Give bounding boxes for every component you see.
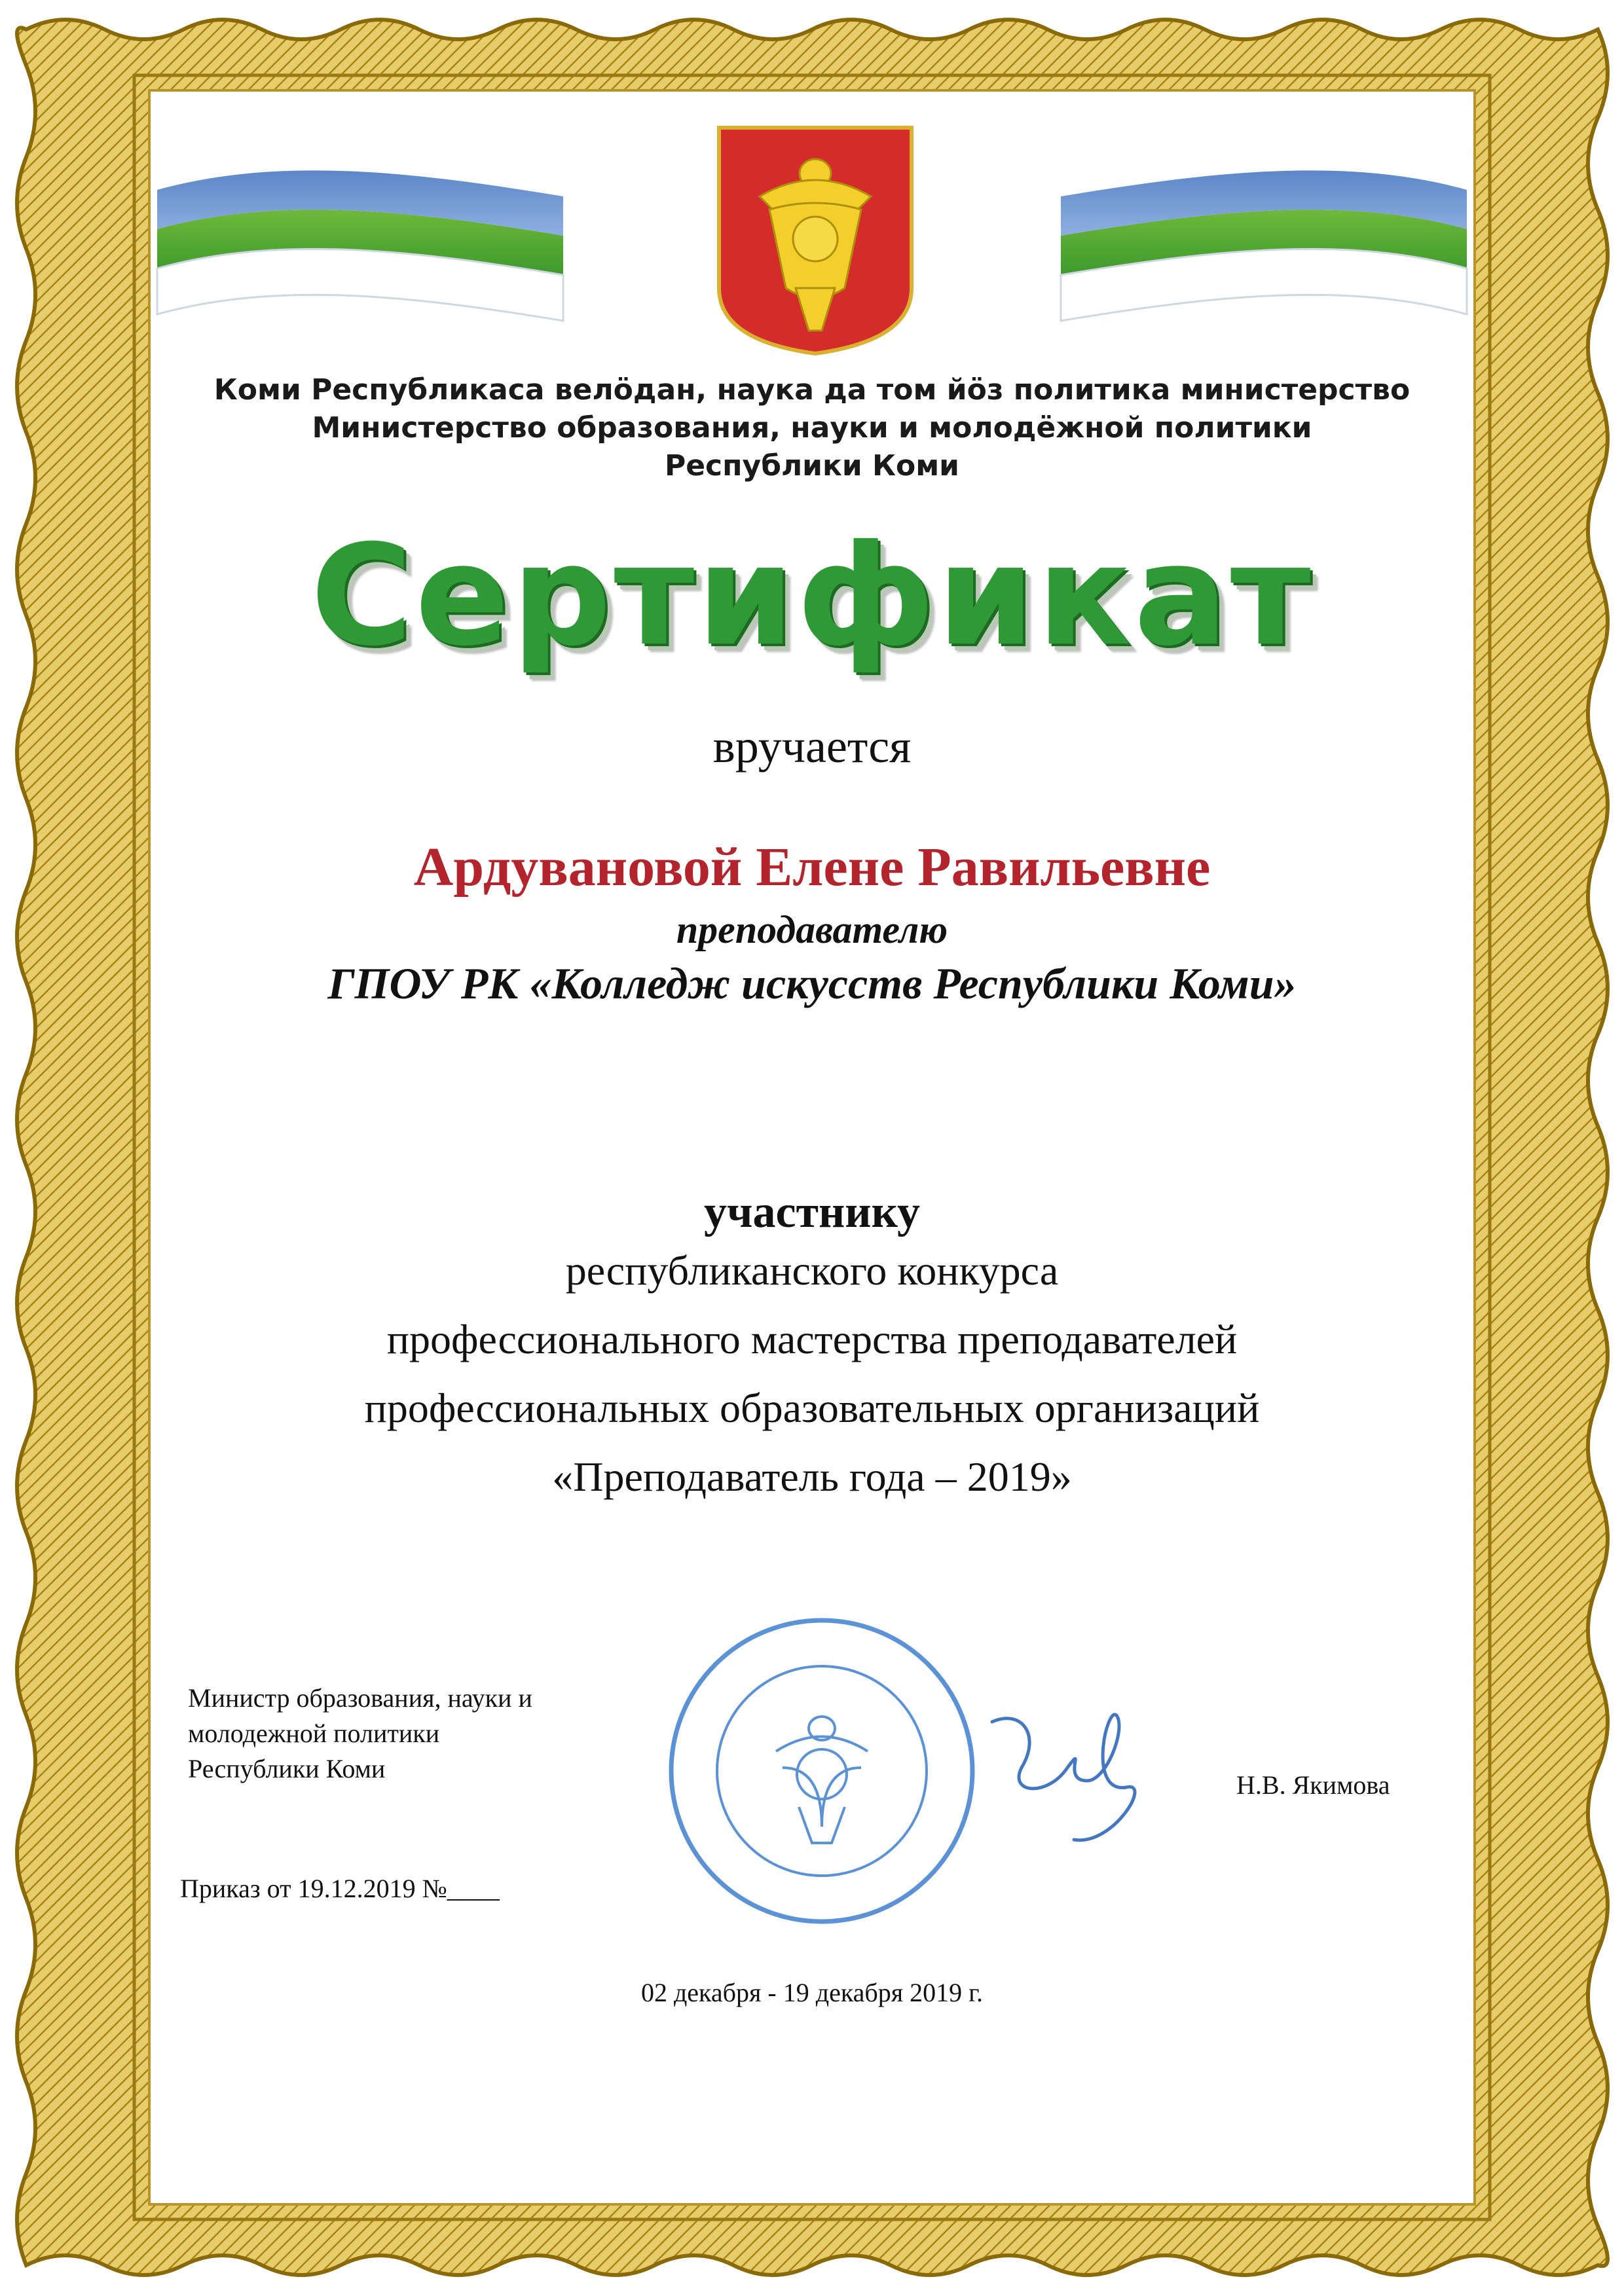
signatory-name: Н.В. Якимова [1236, 1770, 1390, 1800]
gold-border [17, 20, 1608, 2275]
ministry-region: Республики Коми [664, 449, 960, 483]
signatory-title-line-3: Республики Коми [188, 1754, 386, 1783]
recipient-organization: ГПОУ РК «Колледж искусств Республики Коми» [327, 958, 1297, 1008]
contest-line-3: профессиональных образовательных организаций [364, 1385, 1260, 1431]
coat-of-arms-emblem [719, 128, 912, 354]
order-reference: Приказ от 19.12.2019 №____ [180, 1874, 500, 1903]
recipient-name: Ардувановой Елене Равильевне [413, 837, 1211, 898]
event-dates: 02 декабря - 19 декабря 2019 г. [640, 1978, 984, 2007]
certificate-title: Сертификат [310, 515, 1314, 676]
presented-to-label: вручается [712, 720, 912, 773]
ministry-name-komi: Коми Республикаса велӧдан, наука да том йӧз политика министерство [213, 373, 1411, 407]
signatory-title-line-1: Министр образования, науки и [188, 1683, 532, 1713]
ministry-name-russian: Министерство образования, науки и молодёжной политики [312, 411, 1312, 445]
signatory-title [188, 1681, 686, 1787]
signatory-title-line-2: молодежной политики [188, 1719, 440, 1748]
contest-line-1: республиканского конкурса [565, 1247, 1059, 1294]
contest-name: «Преподаватель года – 2019» [552, 1453, 1072, 1500]
participant-label: участнику [704, 1187, 920, 1237]
contest-line-2: профессионального мастерства преподавателей [386, 1316, 1238, 1362]
recipient-position: преподавателю [676, 908, 948, 951]
